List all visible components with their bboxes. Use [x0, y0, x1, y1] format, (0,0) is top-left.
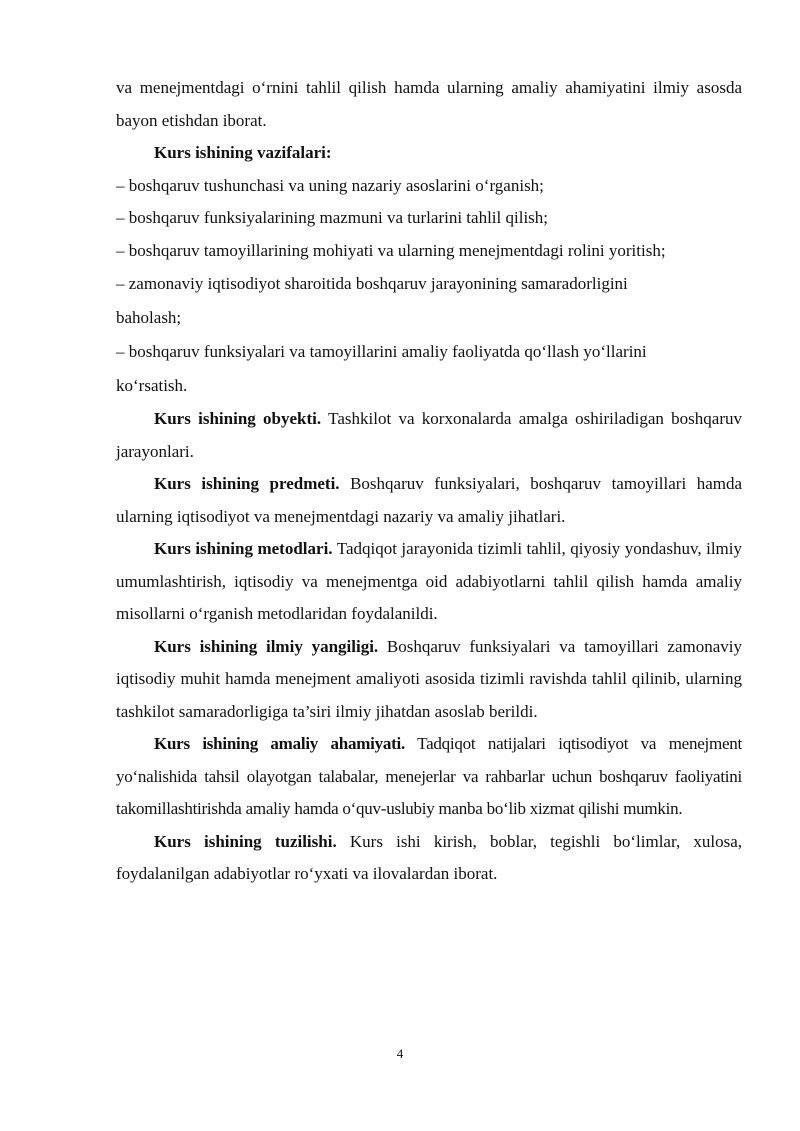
section-text: Tadqiqot jarayonida tizimli tahlil, qiyosiy yondashuv, ilmiy umumlashtirish, iqtisodiy va menejmentga oid adabiyotlarni tahlil qilish hamda amaliy misollarni o‘rganish metodlaridan foydalanildi.: [116, 539, 742, 623]
section-text: Boshqaruv funksiyalari va tamoyillari zamonaviy iqtisodiy muhit hamda menejment amaliyoti asosida tizimli ravishda tahlil qilinib, ularning tashkilot samaradorligiga ta’siri ilmiy jihatdan asoslab berildi.: [116, 636, 742, 721]
section-text: Tashkilot va korxonalarda amalga oshiriladigan boshqaruv jarayonlari.: [116, 409, 742, 461]
tasks-heading: [116, 137, 742, 170]
intro-paragraph: va menejmentdagi o‘rnini tahlil qilish hamda ularning amaliy ahamiyatini ilmiy asosda bayon etishdan iborat.: [116, 78, 742, 130]
section-text: Kurs ishi kirish, boblar, tegishli bo‘limlar, xulosa, foydalanilgan adabiyotlar ro‘yxati va ilovalardan iborat.: [116, 831, 742, 883]
tasks-heading-label: Kurs ishining vazifalari:: [154, 143, 332, 162]
task-item: – boshqaruv funksiyalari va tamoyillarini amaliy faoliyatda qo‘llash yo‘llarini ko‘rsatish.: [116, 342, 647, 395]
section-methods: [116, 533, 742, 631]
section-novelty: [116, 631, 742, 729]
task-item: – zamonaviy iqtisodiyot sharoitida boshqaruv jarayonining samaradorligini baholash;: [116, 274, 628, 327]
section-practical-value: [116, 728, 742, 826]
task-item: – boshqaruv tamoyillarining mohiyati va ularning menejmentdagi rolini yoritish;: [116, 240, 666, 260]
section-text: Boshqaruv funksiyalari, boshqaruv tamoyillari hamda ularning iqtisodiyot va menejmentdagi nazariy va amaliy jihatlari.: [116, 474, 743, 526]
section-label: Kurs ishining obyekti.: [154, 409, 322, 428]
section-subject: [116, 468, 742, 533]
section-label: Kurs ishining ilmiy yangiligi.: [154, 636, 379, 656]
section-structure: [116, 826, 742, 891]
section-object: [116, 403, 742, 468]
page-number: 4: [396, 1046, 404, 1061]
section-text: Tadqiqot natijalari iqtisodiyot va menejment yo‘nalishida tahsil olayotgan talabalar, menejerlar va rahbarlar uchun boshqaruv faoliyatini takomillashtirishda amaliy hamda o‘quv-uslubiy manba bo‘lib xizmat qilishi mumkin.: [116, 734, 742, 818]
task-item: – boshqaruv tushunchasi va uning nazariy asoslarini o‘rganish;: [116, 175, 544, 195]
task-item: – boshqaruv funksiyalarining mazmuni va turlarini tahlil qilish;: [116, 208, 549, 227]
section-label: Kurs ishining predmeti.: [154, 474, 340, 493]
section-label: Kurs ishining metodlari.: [154, 539, 333, 558]
section-label: Kurs ishining tuzilishi.: [154, 831, 337, 851]
document-page: [116, 72, 742, 891]
section-label: Kurs ishining amaliy ahamiyati.: [154, 734, 405, 753]
